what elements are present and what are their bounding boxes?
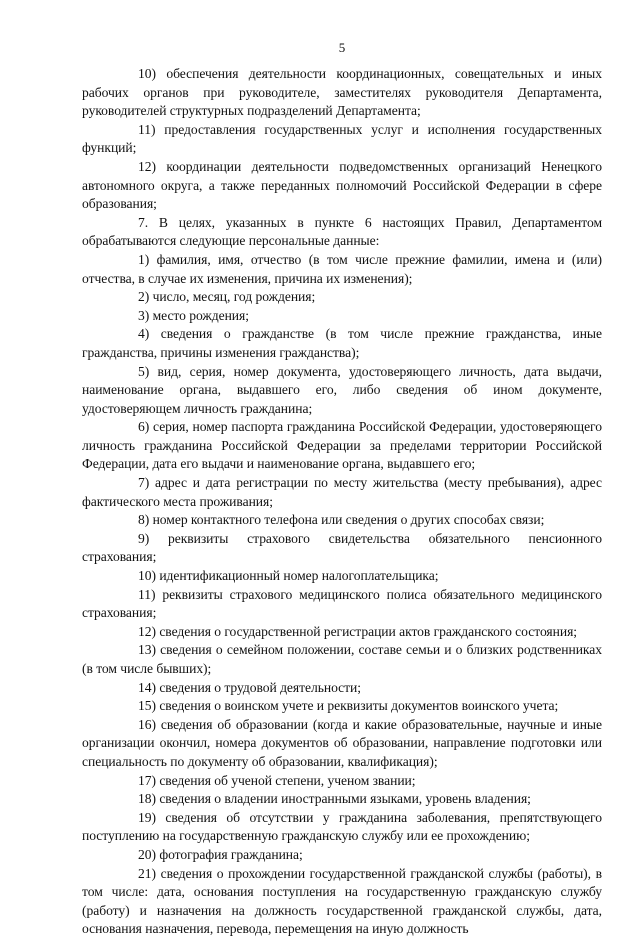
paragraph-item-19-health: 19) сведения об отсутствии у гражданина заболевания, препятствующего поступлению на государственную гражданскую службу или ее прохождению; [82,809,602,844]
paragraph-item-17-degree: 17) сведения об ученой степени, ученом звании; [138,772,416,788]
paragraph-item-11-services: 11) предоставления государственных услуг и исполнения государственных функций; [82,121,602,156]
paragraph-item-2-birthdate: 2) число, месяц, год рождения; [138,289,316,305]
document-body [82,65,602,939]
paragraph-item-18-languages: 18) сведения о владении иностранными языками, уровень владения; [138,791,531,807]
paragraph-item-16-education: 16) сведения об образовании (когда и какие образовательные, научные и иные организации окончил, номера документов об образовании, направление подготовки или специальность по документу об образовании, квалификация); [82,716,602,769]
paragraph-item-9-pension: 9) реквизиты страхового свидетельства обязательного пенсионного страхования; [82,530,602,565]
paragraph-item-12-coordination: 12) координации деятельности подведомственных организаций Ненецкого автономного округа, а также переданных полномочий Российской Федерации в сфере образования; [82,158,602,212]
paragraph-item-10-activity: 10) обеспечения деятельности координационных, совещательных и иных рабочих органов при руководителе, заместителях руководителя Департамента, руководителей структурных подразделений Департамента; [82,66,602,119]
paragraph-item-7-address: 7) адрес и дата регистрации по месту жительства (месту пребывания), адрес фактического места проживания; [82,475,602,509]
paragraph-item-10-inn: 10) идентификационный номер налогоплательщика; [138,568,439,584]
paragraph-item-13-family: 13) сведения о семейном положении, составе семьи и о близких родственниках (в том числе бывших); [82,642,602,676]
paragraph-item-20-photo: 20) фотография гражданина; [138,846,303,862]
page-number: 5 [338,40,346,55]
paragraph-item-12-civil-status: 12) сведения о государственной регистрации актов гражданского состояния; [138,623,578,639]
paragraph-item-8-phone: 8) номер контактного телефона или сведения о других способах связи; [138,512,545,528]
paragraph-item-11-medical-policy: 11) реквизиты страхового медицинского полиса обязательного медицинского страхования; [82,586,602,621]
paragraph-item-21-service-record: 21) сведения о прохождении государственной гражданской службы (работы), в том числе: дата, основания поступления на государственную гражданскую службу (работу) и назначения на должность государственной гражданской службы, дата, основания назначения, перевода, перемещения на иную должность [82,865,602,937]
paragraph-item-6-passport: 6) серия, номер паспорта гражданина Российской Федерации, удостоверяющего личность гражданина Российской Федерации за пределами территории Российской Федерации, дата его выдачи и наименование органа, выдавшего его; [82,419,602,472]
paragraph-item-5-identity-document: 5) вид, серия, номер документа, удостоверяющего личность, дата выдачи, наименование органа, выдавшего его, либо сведения об ином документе, удостоверяющем личность гражданина; [82,363,602,416]
paragraph-item-3-birthplace: 3) место рождения; [138,307,249,323]
paragraph-item-14-work: 14) сведения о трудовой деятельности; [138,679,362,695]
paragraph-item-15-military: 15) сведения о воинском учете и реквизиты документов воинского учета; [138,698,559,714]
paragraph-item-1-name: 1) фамилия, имя, отчество (в том числе прежние фамилии, имена и (или) отчества, в случае их изменения, причина их изменения); [82,251,602,286]
paragraph-item-4-citizenship: 4) сведения о гражданстве (в том числе прежние гражданства, иные гражданства, причины изменения гражданства); [82,326,602,360]
paragraph-clause-7: 7. В целях, указанных в пункте 6 настоящих Правил, Департаментом обрабатываются следующие персональные данные: [82,214,602,249]
